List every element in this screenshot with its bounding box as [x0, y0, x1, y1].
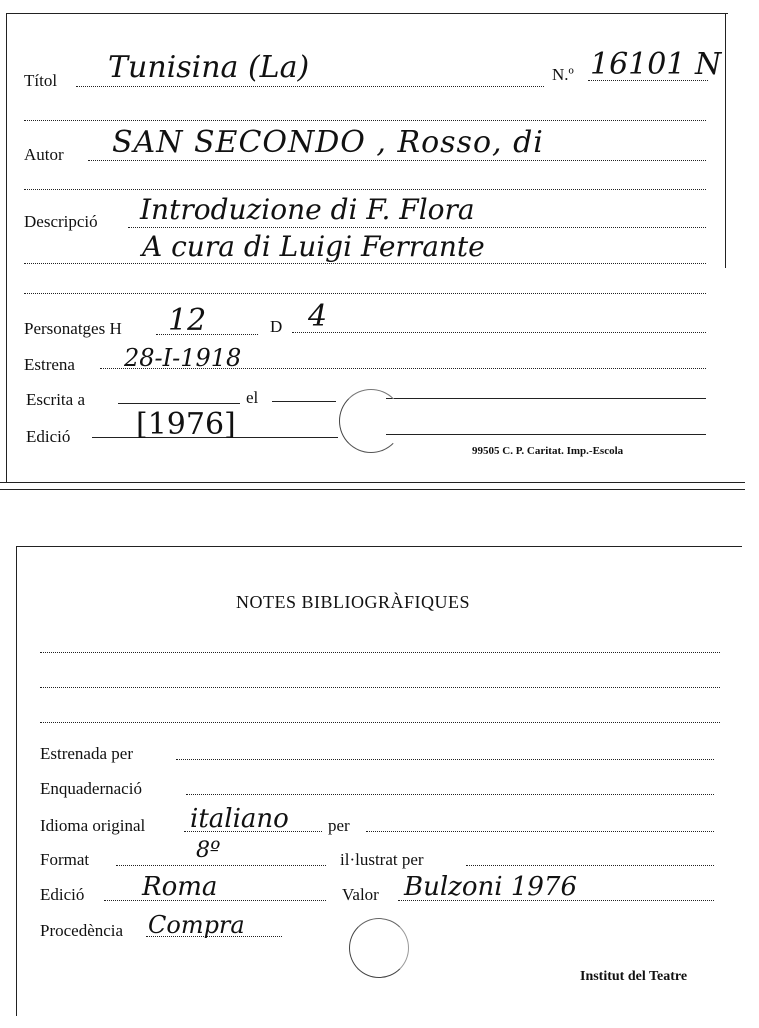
descripcio-line-1 — [128, 227, 706, 228]
numero-value: 16101 N — [590, 47, 722, 82]
notes-title: NOTES BIBLIOGRÀFIQUES — [236, 592, 471, 612]
back-edicio-value: Roma — [142, 872, 218, 902]
procedencia-value: Compra — [148, 911, 245, 939]
card-back-top-edge — [16, 546, 742, 547]
card-front-right-edge — [725, 13, 726, 268]
card-front-top-edge — [6, 13, 728, 14]
autor-label: Autor — [24, 145, 64, 164]
personatges-d-label: D — [270, 317, 283, 336]
autor-value: SAN SECONDO , Rosso, di — [112, 125, 544, 160]
personatges-h-value: 12 — [168, 303, 207, 338]
idioma-per-line — [366, 831, 714, 832]
notes-line-2 — [40, 687, 720, 688]
escrita-label: Escrita a — [26, 390, 85, 409]
card-back — [0, 530, 759, 1028]
edicio-value: [1976] — [136, 407, 236, 442]
format-line — [116, 865, 326, 866]
descripcio-label: Descripció — [24, 212, 98, 231]
numero-label: N.º — [552, 65, 574, 84]
personatges-label: Personatges H — [24, 319, 122, 338]
valor-value: Bulzoni 1976 — [404, 872, 578, 902]
idioma-value: italiano — [190, 804, 289, 834]
titol-extra-line — [24, 120, 706, 121]
titol-label: Títol — [24, 71, 58, 90]
estrenada-line — [176, 759, 714, 760]
estrena-label: Estrena — [24, 355, 75, 374]
idioma-label: Idioma original — [40, 816, 146, 835]
titol-value: Tunisina (La) — [108, 50, 310, 85]
punch-hole — [339, 389, 403, 453]
card-front-left-edge — [6, 13, 7, 483]
el-label: el — [246, 388, 259, 407]
personatges-d-line — [292, 332, 706, 333]
illustrat-line — [466, 865, 714, 866]
escrita-line — [118, 403, 240, 404]
valor-label: Valor — [342, 885, 379, 904]
enquadernacio-label: Enquadernació — [40, 779, 142, 798]
autor-line — [88, 160, 706, 161]
el-line — [272, 401, 336, 402]
card-back-left-edge — [16, 546, 17, 1016]
illustrat-label: il·lustrat per — [340, 850, 424, 869]
edicio-extra-line — [386, 434, 706, 435]
titol-line — [76, 86, 544, 87]
idioma-per-label: per — [328, 816, 350, 835]
card-divider-bottom — [0, 489, 745, 490]
institution-name: Institut del Teatre — [580, 969, 688, 984]
descripcio-value-2: A cura di Luigi Ferrante — [142, 230, 485, 263]
descripcio-value-1: Introduzione di F. Flora — [140, 193, 475, 226]
format-value: 8º — [196, 838, 221, 863]
escrita-extra-line — [386, 398, 706, 399]
back-edicio-label: Edició — [40, 885, 85, 904]
enquadernacio-line — [186, 794, 714, 795]
back-punch-hole — [349, 918, 409, 978]
edicio-label: Edició — [26, 427, 71, 446]
personatges-d-value: 4 — [308, 299, 328, 334]
format-label: Format — [40, 850, 90, 869]
descripcio-line-2 — [24, 263, 706, 264]
estrenada-label: Estrenada per — [40, 744, 133, 763]
descripcio-line-3 — [24, 293, 706, 294]
notes-line-3 — [40, 722, 720, 723]
notes-line-1 — [40, 652, 720, 653]
card-front — [0, 0, 759, 500]
autor-extra-line — [24, 189, 706, 190]
estrena-value: 28-I-1918 — [124, 344, 242, 372]
card-divider-top — [0, 482, 745, 483]
procedencia-label: Procedència — [40, 921, 124, 940]
printer-imprint: 99505 C. P. Caritat. Imp.-Escola — [472, 445, 624, 457]
